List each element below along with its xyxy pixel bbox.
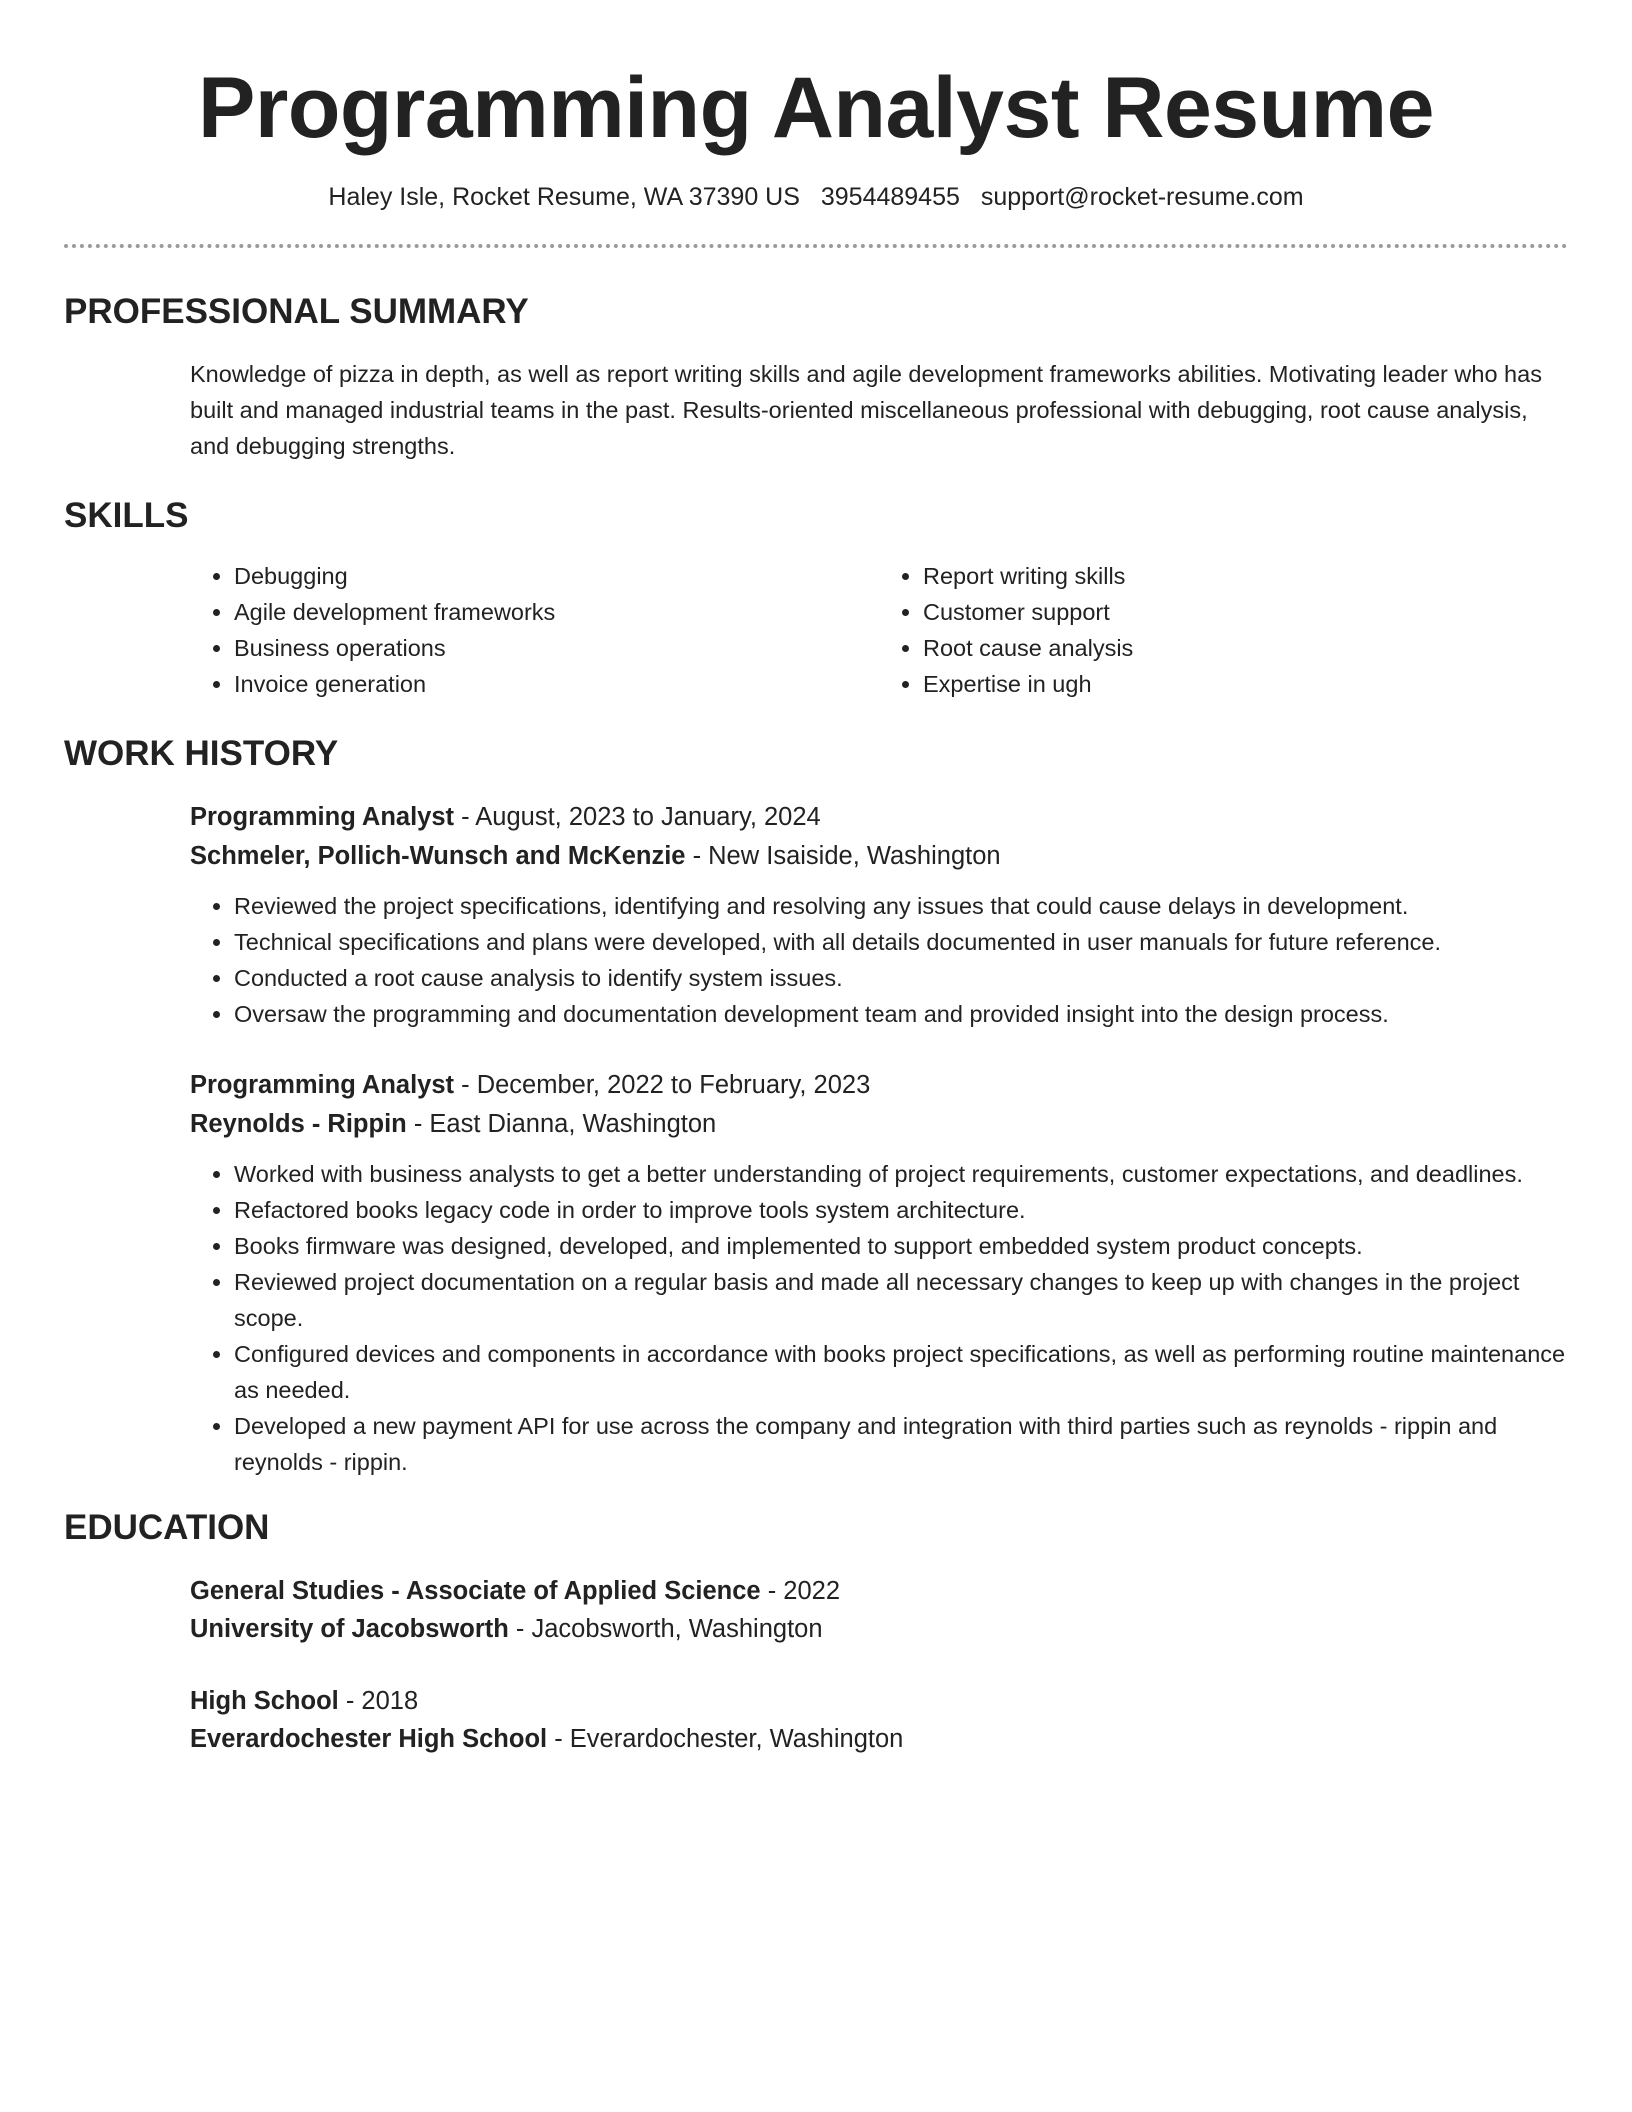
job-bullet: • Books firmware was designed, developed, and implemented to support embedded system product concepts. [234, 1228, 1568, 1264]
summary-section [64, 292, 1568, 464]
education-school: Everardochester High School [190, 1725, 548, 1753]
skills-columns [190, 558, 1568, 702]
education-school-line [190, 1720, 1568, 1758]
contact-address: Haley Isle, Rocket Resume, WA 37390 US [328, 183, 800, 211]
skill-item: • Debugging [234, 558, 879, 594]
job-title: Programming Analyst [190, 1071, 455, 1099]
education-degree-line [190, 1682, 1568, 1720]
job-bullet: • Oversaw the programming and documentation development team and provided insight into the design process. [234, 996, 1568, 1032]
education-section [64, 1508, 1568, 1758]
resume-page [64, 0, 1568, 1792]
job-bullet: • Worked with business analysts to get a better understanding of project requirements, customer expectations, and deadlines. [234, 1156, 1568, 1192]
education-entry [190, 1572, 1568, 1648]
work-section [64, 734, 1568, 1480]
education-school: University of Jacobsworth [190, 1615, 509, 1643]
job-title: Programming Analyst [190, 803, 455, 831]
job-bullet: • Conducted a root cause analysis to identify system issues. [234, 960, 1568, 996]
job-company-line [190, 1105, 1568, 1144]
education-school-line [190, 1610, 1568, 1648]
job-location: - New Isaiside, Washington [685, 842, 1001, 870]
summary-body [190, 356, 1568, 464]
job-company: Schmeler, Pollich-Wunsch and McKenzie [190, 842, 686, 870]
summary-text: Knowledge of pizza in depth, as well as report writing skills and agile development frameworks abilities. Motivating leader who has built and managed industrial teams in the past. Results-oriented miscellaneous professional with debugging, root cause analysis, and debugging strengths. [190, 361, 1542, 459]
education-location: - Jacobsworth, Washington [508, 1615, 823, 1643]
skill-item: • Root cause analysis [923, 630, 1568, 666]
skill-item: • Customer support [923, 594, 1568, 630]
skill-item: • Report writing skills [923, 558, 1568, 594]
job-bullet: • Reviewed project documentation on a regular basis and made all necessary changes to keep up with changes in the project scope. [234, 1264, 1568, 1336]
contact-line [64, 180, 1568, 214]
education-heading: EDUCATION [64, 1508, 270, 1547]
resume-title: Programming Analyst Resume [198, 60, 1434, 156]
work-body [190, 798, 1568, 1480]
job-bullet: • Technical specifications and plans were developed, with all details documented in user manuals for future reference. [234, 924, 1568, 960]
education-year: - 2018 [338, 1687, 419, 1715]
job-bullets [190, 888, 1568, 1032]
skills-list-right [879, 558, 1568, 702]
job-dates: - December, 2022 to February, 2023 [454, 1071, 871, 1099]
skill-item: • Invoice generation [234, 666, 879, 702]
contact-phone: 3954489455 [820, 183, 960, 211]
header-divider [64, 244, 1568, 248]
job-title-line [190, 1066, 1568, 1105]
education-entry [190, 1682, 1568, 1758]
education-degree: High School [190, 1687, 339, 1715]
skills-section [64, 496, 1568, 702]
job-title-line [190, 798, 1568, 837]
summary-heading: PROFESSIONAL SUMMARY [64, 292, 529, 331]
job-company-line [190, 837, 1568, 876]
job-bullet: • Configured devices and components in accordance with books project specifications, as well as performing routine maintenance as needed. [234, 1336, 1568, 1408]
job-entry [190, 1066, 1568, 1480]
education-degree: General Studies - Associate of Applied Science [190, 1577, 761, 1605]
job-bullet: • Refactored books legacy code in order to improve tools system architecture. [234, 1192, 1568, 1228]
skills-list-left [190, 558, 879, 702]
skill-item: • Expertise in ugh [923, 666, 1568, 702]
job-bullet: • Developed a new payment API for use across the company and integration with third parties such as reynolds - rippin and reynolds - rippin. [234, 1408, 1568, 1480]
job-company: Reynolds - Rippin [190, 1110, 407, 1138]
job-entry [190, 798, 1568, 1032]
job-location: - East Dianna, Washington [406, 1110, 717, 1138]
education-body [190, 1572, 1568, 1758]
education-location: - Everardochester, Washington [547, 1725, 904, 1753]
job-bullets [190, 1156, 1568, 1480]
job-dates: - August, 2023 to January, 2024 [454, 803, 821, 831]
work-heading: WORK HISTORY [64, 734, 339, 773]
contact-email: support@rocket-resume.com [980, 183, 1304, 211]
skills-heading: SKILLS [64, 496, 189, 535]
skill-item: • Agile development frameworks [234, 594, 879, 630]
job-bullet: • Reviewed the project specifications, identifying and resolving any issues that could cause delays in development. [234, 888, 1568, 924]
skill-item: • Business operations [234, 630, 879, 666]
education-degree-line [190, 1572, 1568, 1610]
education-year: - 2022 [760, 1577, 841, 1605]
